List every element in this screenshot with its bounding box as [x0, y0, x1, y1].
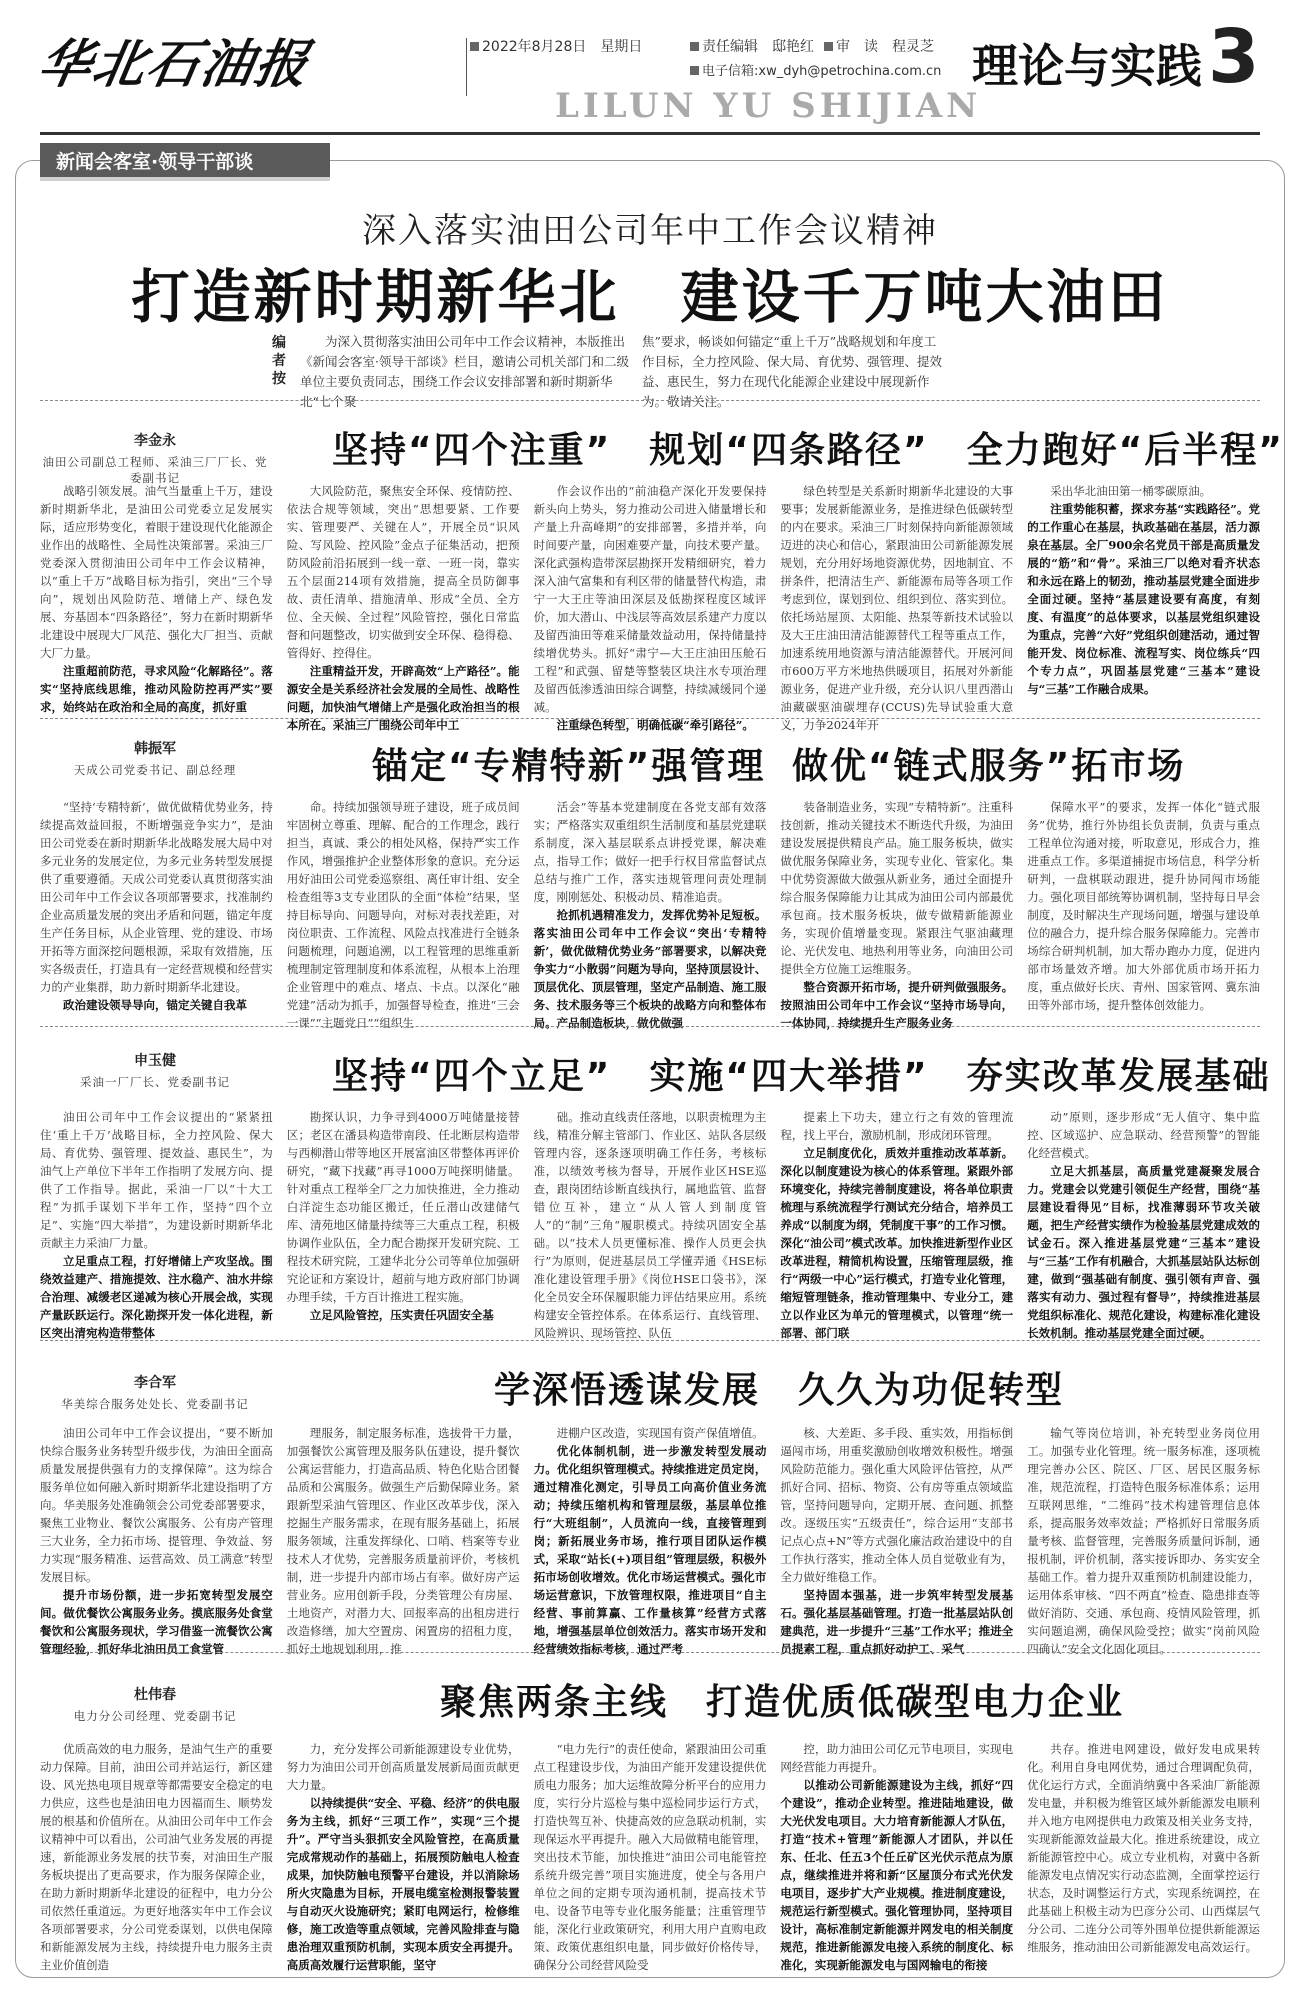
article-body	[40, 1108, 1260, 1340]
body-column: 勘探认识，力争寻到4000万吨储量接替区；老区在潘县构造带南段、任北断层构造带与西柳潜山带等地区开展富油区带整体再评价研究，“藏下找藏”再寻1000万吨探明储量。针对重点工程举全厂之力加快推进，全力推动白洋淀生态功能区搬迁，任丘潜山改建储气库、清苑地区储量持续等三大重点工程，积极协调作业队伍，全力配合勘探开发研究院、工程技术研究院，工建华北分公司等单位加强研究论证和方案设计，超前与地方政府部门协调办理手续，千方百计推进工程实施。 立足风险管控，压实责任巩固安全基	[286, 1110, 520, 1322]
body-column: 力，充分发挥公司新能源建设专业优势，努力为油田公司开创高质量发展新局面贡献更大力量。 以持续提供“安全、平稳、经济”的供电服务为主线，抓好“三项工作”，实现“三个提升”。严守当头狠抓安全风险管控，在高质量完成常规动作的基础上，拓展预防触电人检查成果，加快防触电预警平台建设，并以消除场所火灾隐患为目标，开展电缆室检测报警装置与自动灭火设施研究；紧盯电网运行，检修维修，施工改造等重点领域，完善风险排查与隐患治理双重预防机制，实现本质安全再提升。高质高效履行运营职能，坚守	[286, 1742, 520, 1972]
column-tag-stripe	[40, 177, 330, 181]
body-column: 输气等岗位培训，补充转型业务岗位用工。加强专业化管理。统一服务标准，逐项梳理完善办公区、院区、厂区、居民区服务标准，规范流程，打造特色服务标准体系；运用互联网思维，“二维码”技术构建管理信息体系，提高服务效率效益；严格抓好日常服务质量考核、监督管理，完善服务质量问诉制，通报机制，评价机制，落实接诉即办、务实安全基础工作。着力提升双重预防机制建设能力，运用体系审核、“四不两直”检查、隐患排查等做好消防、交通、承包商、疫情风险管理，抓实问题追溯，确保风险受控；做实“岗前风险四确认”安全文化固化项目。	[1027, 1426, 1260, 1656]
body-column: 核、大差距、多手段、重实效，用指标倒逼闯市场，用重奖激励创收增效积极性。增强风险防范能力。强化重大风险评估管控，从严抓好合同、招标、物资、公有房等重点领域监管，坚持问题导向，定期开展、查问题、抓整改。逐级压实“五级责任”，综合运用“支部书记点心点+N”等方式强化廉洁政治建设中的自工作执行落实，推动全体人员自觉敬业有为，全力做好维稳工作。 坚持固本强基，进一步筑牢转型发展基石。强化基层基础管理。打造一批基层站队创建典范，进一步提升“三基”工作水平；推进全员提素工程，重点抓好动护工、采气	[780, 1426, 1014, 1656]
square-bullet-icon	[690, 42, 699, 51]
author-title: 华美综合服务处处长、党委副书记	[61, 1397, 249, 1411]
body-column: 动”原则，逐步形成“无人值守、集中监控、区域巡护、应急联动、经营预警”的智能化经营模式。 立足大抓基层，高质量党建凝聚发展合力。党建会以党建引领促生产经营，围绕“基层建设看得见”目标，找准薄弱环节攻关破题，把生产经营实绩作为检验基层党建成效的试金石。深入推进基层党建“三基本”建设与“三基”工作有机融合，大抓基层站队达标创建，做到“强基础有制度、强引领有声音、强落实有动力、强过程有督导”，持续推进基层党组织标准化、规范化建设，构建标准化建设长效机制。推动基层党建全面过硬。	[1027, 1110, 1260, 1340]
body-column: 绿色转型是关系新时期新华北建设的大事要事；发展新能源业务，是推进绿色低碳转型的内在要求。采油三厂时刻保持向新能源领域迈进的决心和信心，紧跟油田公司新能源发展规划，充分用好场地资源优势，因地制宜、不拼条件，把清洁生产、新能源布局等各项工作考虑到位，谋划到位、组织到位、落实到位。依托场站屋顶、太阳能、热泵等新技术试验以及大王庄油田清洁能源替代工程等重点工作，加速系统用地资源与清洁能源替代。开展河间市600万平方米地热供暖项目，拓展对外新能源业务，促进产业升级，充分认识八里西潜山油藏碳驱油碳埋存(CCUS)先导试验重大意义，力争2024年开	[780, 484, 1014, 732]
issue-date-line	[470, 36, 642, 56]
article-body	[40, 482, 1260, 732]
email[interactable]: 电子信箱:xw_dyh@petrochina.com.cn	[702, 64, 942, 79]
body-column: 战略引领发展。油气当量重上千万，建设新时期新华北，是油田公司党委立足发展实际，适应形势变化，着眼于建设现代化能源企业作出的战略性、全局性决策部署。采油三厂党委深入贯彻油田公司年中工作会议精神，以“重上千万”战略目标为指引，突出“三个导向”，规划出风险防范、增储上产、绿色发展、夯基固本“四条路径”，努力在新时期新华北建设中展现大厂风范、强化大厂担当、贡献大厂力量。 注重超前防范，寻求风险“化解路径”。落实“坚持底线思维，推动风险防控再严实”要求，始终站在政治和全局的高度，抓好重	[40, 484, 273, 714]
article-headline: 聚焦两条主线 打造优质低碳型电力企业	[440, 1682, 1125, 1723]
body-column: 进棚户区改造，实现国有资产保值增值。 优化体制机制，进一步激发转型发展动力。优化组织管理模式。持续推进定员定岗，通过精准化测定，引导员工向高价值业务流动；持续压缩机构和管理层级，基层单位推行“大班组制”，人员流向一线，直接管理到岗；新拓展业务市场，推行项目团队运作模式，采取“站长(+)项目组”管理层级，积极外拓市场创收增效。优化市场运营模式。强化市场运营意识，下放管理权限，推进项目“自主经营、事前算赢、工作量核算”经营方式落地，增强基层单位创效活力。落实市场开发和经营绩效指标考核，通过严考	[533, 1426, 767, 1656]
author-name: 杜伟春	[134, 1687, 176, 1703]
section-separator	[40, 1340, 1260, 1341]
article-body	[40, 1740, 1260, 1972]
section-title: 理论与实践	[972, 39, 1202, 93]
masthead-rule	[40, 132, 1260, 135]
masthead	[0, 0, 1300, 140]
article-headline-right: 做优“链式服务”拓市场	[792, 746, 1186, 787]
square-bullet-icon	[824, 42, 833, 51]
newspaper-logo: 华北石油报	[33, 34, 315, 95]
body-column: 理服务，制定服务标准，选拔骨干力量，加强餐饮公寓管理及服务队伍建设，提升餐饮公寓运营能力，打造高品质、特色化贴合团餐品质和公寓服务。做强生产后勤保障业务。紧跟新型采油气管理区、作业区改革步伐，深入挖掘生产服务需求，在现有服务基础上，拓展服务领域，注重发挥绿化、口哨、档案等专业技术人才优势，完善服务质量前评价，考核机制，进一步提升内部市场占有率。做好房产运营业务。应用创新手段，分类管理公有房屋、土地资产，对潜力大、回报率高的出租房进行改造修缮，加大空置房、闲置房的招租力度，抓好土地规划利用，推	[286, 1426, 520, 1656]
body-column: 油田公司年中工作会议提出的“紧紧扭住‘重上千万’战略目标，全力控风险、保大局、育优势、强管理、提效益、惠民生”，为油气上产单位下半年工作指明了发展方向、提供了工作指导。据此，采油一厂以“十大工程”为抓手谋划下半年工作，坚持“四个立足”、实施“四大举措”，为建设新时期新华北贡献主力采油厂力量。 立足重点工程，打好增储上产攻坚战。围绕效益建产、措施提效、注水稳产、油水井综合治理、减缓老区递减为核心开展会战，实现产量跃跃运行。深化勘探开发一体化进程，新区突出清宛构造带整体	[40, 1110, 273, 1340]
body-column: 采出华北油田第一桶零碳原油。 注重势能积蓄，探求夯基“实践路径”。党的工作重心在基层，执政基础在基层，活力源泉在基层。全厂900余名党员干部是高质量发展的“筋”和“骨”。采油三厂以绝对看齐状态和永远在路上的韧劲，推动基层党建全面进步全面过硬。坚持“基层建设要有高度，有刻度、有温度”的总体要求，以基层党组织建设为重点，完善“六好”党组织创建活动，通过智能开发、岗位标准、流程写实、岗位练兵“四个专力点”，巩固基层党建“三基本”建设与“三基”工作融合成果。	[1027, 484, 1260, 696]
article-5	[40, 1662, 1260, 1972]
square-bullet-icon	[690, 66, 699, 75]
author-name: 韩振军	[134, 741, 176, 757]
body-column: “电力先行”的责任使命，紧跟油田公司重点工程建设步伐，为油田产能开发建设提供优质电力服务；加大运维故障分析平台的应用力度，实行分片巡检与集中巡检同步运行方式，打造快驾互补、快捷高效的应急联动机制，实现保运水平再提升。融入大局做精电能管理，突出技术节能，加快推进“油田公司电能管控系统升级完善”项目实施进度，使全与各用户单位之间的定期专项沟通机制，提高技术节电、设备节电等专业化服务能量；注重管理节能，深化行业政策研究，利用大用户直购电政策、政策优惠组织电量，同步做好价格传导，确保分公司经营风险受	[533, 1742, 767, 1972]
author-title: 采油一厂厂长、党委副书记	[80, 1075, 230, 1089]
author-title: 油田公司副总工程师、采油三厂厂长、党委副书记	[42, 455, 268, 485]
author-name: 申玉健	[134, 1053, 176, 1069]
masthead-divider	[466, 38, 467, 96]
article-body	[40, 1424, 1260, 1656]
article-3	[40, 1036, 1271, 1340]
body-column: 共存。推进电网建设，做好发电成果转化。利用自身电网优势，通过合理调配负荷，优化运行方式，全面消纳冀中各采油厂新能源发电量，并积极为维管区域外新能源发电顺利并入地方电网提供电力政策及相关业务支持，实现新能源效益最大化。推进系统建设，成立新能源管控中心。成立专业机构，对冀中各新能源发电点情况实行动态监测，全面掌控运行状态，及时调整运行方式，实现系统调控，在此基础上积极主动为巴彦分公司、山西煤层气分公司、二连分公司等外围单位提供新能源运维服务，推动油田公司新能源发电高效运行。	[1027, 1742, 1260, 1954]
article-headline: 学深悟透谋发展 久久为功促转型	[494, 1370, 1065, 1411]
author-title: 天成公司党委书记、副总经理	[73, 763, 237, 777]
body-column: 活会”等基本党建制度在各党支部有效落实；严格落实双重组织生活制度和基层党建联系制度，深入基层联系点讲授党课，解决难点，指导工作；做好一把手行权目常监督试点总结与推广工作，落实违规管理问责处理制度，刚刚惩处、积极动员、精准追责。 抢抓机遇精准发力，发挥优势补足短板。落实油田公司年中工作会议“突出‘专精特新’，做优做精优势业务”部署要求，以解决竞争实力“小散弱”问题为导向，坚持顶层设计、顶层优化、顶层管理，坚定产品制造、施工服务、技术服务等三个板块的战略方向和整体布局。产品制造板块，做优做强	[533, 800, 767, 1030]
proofreader: 审 读 程灵芝	[836, 39, 934, 55]
article-body	[40, 798, 1260, 1030]
body-column: 控，助力油田公司亿元节电项目，实现电网经营能力再提升。 以推动公司新能源建设为主线，抓好“四个建设”，推动企业转型。推进陆地建设，做大光伏发电项目。大力培育新能源人才队伍，打造“技术+管理”新能源人才团队，并以任东、任北、任五3个任丘矿区光伏示范点为原点，继续推进并将和新“区屋顶分布式光伏发电项目，逐步扩大产业规模。推进制度建设，规范运行新型模式。强化管理协同，坚持项目设计，高标准制定新能源并网发电的相关制度规范，推进新能源发电接入系统的制度化、标准化，实现新能源发电与国网输电的衔接	[780, 1742, 1014, 1972]
body-column: 油田公司年中工作会议提出，“要不断加快综合服务业务转型升级步伐，为油田全面高质量发展提供强有力的支撑保障”。这为综合服务单位如何融入新时期新华北建设指明了方向。华美服务处准确领会公司党委部署要求，聚焦工业物业、餐饮公寓服务、公有房产管理三大业务，全力拓市场、提管理、争效益、努力实现“服务精准、运营高效、员工满意”转型发展目标。 提升市场份额，进一步拓宽转型发展空间。做优餐饮公寓服务业务。摸底服务处食堂餐饮和公寓服务现状，学习借鉴一流餐饮公寓管理经验，抓好华北油田员工食堂管	[40, 1426, 273, 1656]
editor-line	[690, 36, 934, 56]
column-tag: 新闻会客室·领导干部谈	[40, 143, 330, 177]
body-column: 提素上下功夫，建立行之有效的管理流程，找上平台，激励机制，形成闭环管理。 立足制度优化，质效并重推动改革革新。深化以制度建设为核心的体系管理。紧跟外部环境变化，持续完善制度建设，将各单位职责梳理与系统流程学行测试充分结合，培养员工养成“以制度为纲，凭制度干事”的工作习惯。深化“油公司”模式改革。加快推进新型作业区改革进程，精简机构设置，压缩管理层级，推行“两级一中心”运行模式，打造专业化管理，缩短管理链条，推动管理集中、专业分工，建立以作业区为单元的管理模式，以管理“统一部署、部门联	[780, 1110, 1014, 1340]
section-pinyin: LILUN YU SHIJIAN	[555, 86, 982, 126]
body-column: 础。推动直线责任落地，以职责梳理为主线，精准分解主管部门、作业区、站队各层级管理内容，逐条逐项明确工作任务，考核标准，以绩效考核为督导，开展作业区HSE巡查，跟岗团结诊断直线执行，属地监管、监督错位互补，建立“从人管人到制度管人”的“制”三角“履职模式。持续巩固安全基础。以“技术人员更懂标准、操作人员更会执行”为原则，促进基层员工学懂弄通《HSE标准化建设管理手册》《岗位HSE口袋书》，深化全员安全环保履职能力评估结果应用。系统构建安全管控体系。在体系运行、直线管理、风险辨识、现场管控、队伍	[533, 1110, 767, 1340]
page-number: 3	[1208, 14, 1260, 100]
editor-note-body-1: 为深入贯彻落实油田公司年中工作会议精神，本版推出《新闻会客室·领导干部谈》栏目，邀请公司机关部门和二级单位主要负责同志，围绕工作会议安排部署和新时期新华北“七个聚	[300, 334, 629, 409]
body-column: 优质高效的电力服务，是油气生产的重要动力保障。目前，油田公司并站运行，新区建设、风光热电项目规章等都需要安全稳定的电力供应，这些也是油田电力因福而生、顺势发展的根基和价值所在。从油田公司年中工作会议精神中可以看出，公司油气业务发展的再提速，新能源业务发展的扶节奏，对油田生产服务板块提出了更高要求，作为服务保障企业，在助力新时期新华北建设的征程中，电力分公司依然任重道远。为更好地落实年中工作会议各项部署要求，分公司党委谋划，以供电保障和新能源发展为主线，持续提升电力服务主责主业价值创造	[40, 1742, 273, 1972]
editor-note-body-2: 焦”要求，畅谈如何锚定“重上千万”战略规划和年度工作目标，全力控风险、保大局、育优势、强管理、提效益、惠民生，努力在现代化能源企业建设中展现新作为。敬请关注。	[642, 334, 943, 409]
section-separator	[40, 400, 1260, 401]
editor: 责任编辑 邸艳红	[702, 39, 814, 55]
main-headline: 打造新时期新华北 建设千万吨大油田	[131, 263, 1169, 331]
email-line	[690, 60, 941, 79]
article-headline-left: 锚定“专精特新”强管理	[372, 746, 766, 787]
author-name: 李金永	[134, 433, 176, 449]
author-title: 电力分公司经理、党委副书记	[73, 1709, 237, 1723]
square-bullet-icon	[470, 42, 479, 51]
article-2	[40, 728, 1260, 1030]
article-4	[40, 1350, 1260, 1656]
issue-date: 2022年8月28日 星期日	[482, 39, 643, 55]
section-separator	[40, 718, 1260, 719]
body-column: 命。持续加强领导班子建设，班子成员间牢固树立尊重、理解、配合的工作理念，践行担当，真诚、秉公的相处风格，保持严实工作作风，增强推护企业整体形象的意识。充分运用好油田公司党委巡察组、离任审计组、安全检查组等3支专业团队的全面“体检”结果，坚持目标导向、问题导向，对标对表找差距，对岗位职责、工作流程、风险点找准进行全链条问题梳理，问题追溯，以工程管理的思维重新梳理制定管理制度和体系流程，从根本上治理企业管理中的难点、堵点、卡点。以深化“融党建”活动为抓手，加强督导检查，推进“三会一课”“主题党日”“组织生	[286, 800, 520, 1030]
section-separator	[40, 1652, 1260, 1653]
author-name: 李合军	[134, 1375, 176, 1391]
article-1	[40, 420, 1284, 732]
section-separator	[40, 1026, 1260, 1027]
article-headline: 坚持“四个立足” 实施“四大举措” 夯实改革发展基础	[332, 1056, 1271, 1097]
body-column: 大风险防范，聚焦安全环保、疫情防控、依法合规等领域，突出“思想要紧、工作要实、管理要严、关键在人”，开展全员“识风险、写风险、控风险”金点子征集活动，把预防风险前沿拓展到一线一章、一班一岗，靠实五个层面214项有效措施，提高全员防御事故、责任清单、措施清单、形成“全员、全方位、全天候、全过程”风险管控，强化日常监督和问题整改，切实做到安全环保、稳得稳、管得好、控得住。 注重精益开发，开辟高效“上产路径”。能源安全是关系经济社会发展的全局性、战略性问题，加快油气增储上产是强化政治担当的根本所在。采油三厂围绕公司年中工	[286, 484, 520, 732]
main-kicker: 深入落实油田公司年中工作会议精神	[362, 211, 938, 251]
body-column: “坚持‘专精特新’，做优做精优势业务，持续提高效益回报，不断增强竞争实力”，是油田公司党委在新时期新华北战略发展大局中对多元业务的发展定位，为多元业务转型发展提供了重要遵循。天成公司党委认真贯彻落实油田公司年中工作会议各项部署要求，找准制约企业高质量发展的突出矛盾和问题，锚定年度生产任务目标，从企业管理、党的建设、市场开拓等方面深挖问题根源，采取有效措施，压实各级责任，打造具有一定经营规模和经营实力的产业集群，助力新时期新华北建设。 政治建设领导导向，锚定关键自我革	[40, 800, 273, 1012]
body-column: 装备制造业务，实现“专精特新”。注重科技创新，推动关键技术不断迭代升级，为油田建设发展提供精良产品。施工服务板块，做实做优服务保障业务，实现专业化、管家化。集中优势资源做大做强从新业务，通过全面提升综合服务保障能力让其成为油田公司内部最优承包商。技术服务板块，做专做精新能源业务，实现价值增量变现。紧跟注气驱油藏理论、光伏发电、地热利用等业务，向油田公司提供全方位施工运维服务。 整合资源开拓市场，提升研判做强服务。按照油田公司年中工作会议“坚持市场导向，一体协同，持续提升生产服务业务	[780, 800, 1014, 1030]
editor-note-label: 编者按	[272, 335, 286, 387]
body-column: 作会议作出的“前油稳产深化开发要保持新头向上势头，努力推动公司进入储量增长和产量上升高峰期”的安排部署，多措并举，向时间要产量，向困难要产量，向技术要产量。深化武强构造带深层勘探开发精细研究，着力深入油气富集和有利区带的储量替代构造，肃宁一大王庄等油田深层及低勘探程度区域评价，加大潜山、中浅层等高效层系建产力度以及留西油田等难采储量效益动用，保持储量持续增优势头。抓好“肃宁—大王庄油田压舱石工程”和武强、留楚等整装区块注水专项治理及留西低渗透油田综合调整，持续减缓同个递减。 注重绿色转型，明确低碳“牵引路径”。	[533, 484, 767, 732]
article-headline: 坚持“四个注重” 规划“四条路径” 全力跑好“后半程”	[332, 430, 1284, 471]
body-column: 保障水平”的要求，发挥一体化“链式服务”优势，推行外协组长负责制，负责与重点工程单位沟通对接，听取意见，形成合力，推进重点工作。多渠道捕捉市场信息，科学分析研判，一盘棋联动跟进，提升协同闯市场能力。强化项目部统筹协调机制，坚持每日早会制度，及时解决生产现场问题，增强与建设单位的融合力，提升综合服务保障能力。完善市场综合研判机制，加大帮办跑办力度，促进内部市场量效齐增。加大外部优质市场开拓力度，重点做好长庆、青州、国家管网、冀东油田等外部市场，提升整体创效能力。	[1027, 800, 1260, 1012]
